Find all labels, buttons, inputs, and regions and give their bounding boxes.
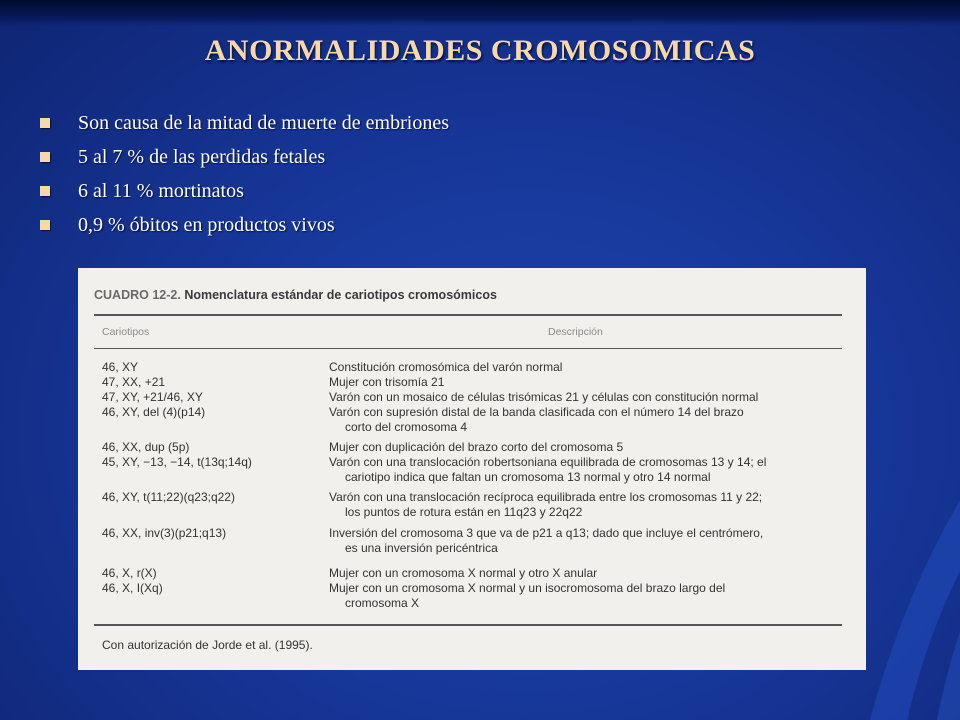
- square-bullet-icon: [40, 186, 50, 196]
- description-line: Varón con un mosaico de células trisómicas 21 y células con constitución normal: [329, 390, 759, 404]
- karyotype-cell: 46, X, r(X): [102, 566, 157, 580]
- description-line: Mujer con un cromosoma X normal y otro X anular: [329, 566, 598, 580]
- karyotype-cell: 46, XX, dup (5p): [102, 440, 190, 454]
- karyotype-cell: 46, XY: [102, 360, 139, 374]
- karyotype-cell: 46, XX, inv(3)(p21;q13): [102, 526, 227, 540]
- bullet-item: [40, 110, 449, 144]
- bullet-text: 6 al 11 % mortinatos: [78, 180, 244, 202]
- square-bullet-icon: [40, 220, 50, 230]
- slide-title: ANORMALIDADES CROMOSOMICAS: [204, 34, 756, 67]
- table-top-rule: [94, 314, 842, 316]
- bullet-text: Son causa de la mitad de muerte de embriones: [78, 112, 449, 134]
- karyotype-cell: 46, X, I(Xq): [102, 581, 163, 595]
- karyotype-cell: 47, XX, +21: [102, 375, 166, 389]
- description-line: Varón con una translocación recíproca equilibrada entre los cromosomas 11 y 22;: [329, 490, 763, 504]
- top-dark-band: [0, 0, 960, 26]
- description-line: corto del cromosoma 4: [345, 420, 468, 434]
- description-line: cromosoma X: [345, 596, 420, 610]
- description-line: Constitución cromosómica del varón normal: [329, 360, 563, 374]
- bullet-list: [40, 110, 449, 246]
- karyotype-cell: 45, XY, −13, −14, t(13q;14q): [102, 455, 252, 469]
- table-header-rule: [94, 348, 842, 349]
- description-line: Inversión del cromosoma 3 que va de p21 a q13; dado que incluye el centrómero,: [329, 526, 764, 540]
- description-line: Varón con una translocación robertsoniana equilibrada de cromosomas 13 y 14; el: [329, 455, 767, 469]
- description-line: es una inversión pericéntrica: [345, 541, 498, 555]
- description-line: Mujer con trisomía 21: [329, 375, 445, 389]
- description-line: cariotipo indica que faltan un cromosoma 13 normal y otro 14 normal: [345, 470, 711, 484]
- description-cell: [329, 490, 849, 520]
- bullet-item: [40, 212, 449, 246]
- bullet-item: [40, 178, 449, 212]
- description-cell: [329, 405, 849, 435]
- table-footnote: Con autorización de Jorde et al. (1995).: [102, 638, 313, 652]
- karyotype-cell: 47, XY, +21/46, XY: [102, 390, 203, 404]
- description-line: los puntos de rotura están en 11q23 y 22q22: [345, 505, 583, 519]
- karyotype-cell: 46, XY, del (4)(p14): [102, 405, 206, 419]
- description-cell: [329, 566, 849, 581]
- bullet-text: 5 al 7 % de las perdidas fetales: [78, 146, 326, 168]
- square-bullet-icon: [40, 152, 50, 162]
- bullet-text: 0,9 % óbitos en productos vivos: [78, 214, 335, 236]
- description-cell: [329, 581, 849, 611]
- table-caption-title: Nomenclatura estándar de cariotipos cromosómicos: [184, 288, 497, 302]
- table-caption: [94, 288, 497, 302]
- description-line: Mujer con duplicación del brazo corto del cromosoma 5: [329, 440, 624, 454]
- description-cell: [329, 455, 849, 485]
- description-cell: [329, 375, 849, 390]
- description-line: Varón con supresión distal de la banda clasificada con el número 14 del brazo: [329, 405, 744, 419]
- karyotype-cell: 46, XY, t(11;22)(q23;q22): [102, 490, 235, 504]
- table-bottom-rule: [94, 624, 842, 626]
- description-cell: [329, 390, 849, 405]
- description-cell: [329, 440, 849, 455]
- column-header-karyotypes: Cariotipos: [102, 326, 150, 338]
- description-cell: [329, 360, 849, 375]
- table-caption-number: CUADRO 12-2.: [94, 288, 181, 302]
- description-cell: [329, 526, 849, 556]
- bullet-item: [40, 144, 449, 178]
- karyotype-nomenclature-table: [78, 268, 866, 670]
- square-bullet-icon: [40, 118, 50, 128]
- column-header-description: Descripción: [548, 326, 603, 338]
- description-line: Mujer con un cromosoma X normal y un isocromosoma del brazo largo del: [329, 581, 726, 595]
